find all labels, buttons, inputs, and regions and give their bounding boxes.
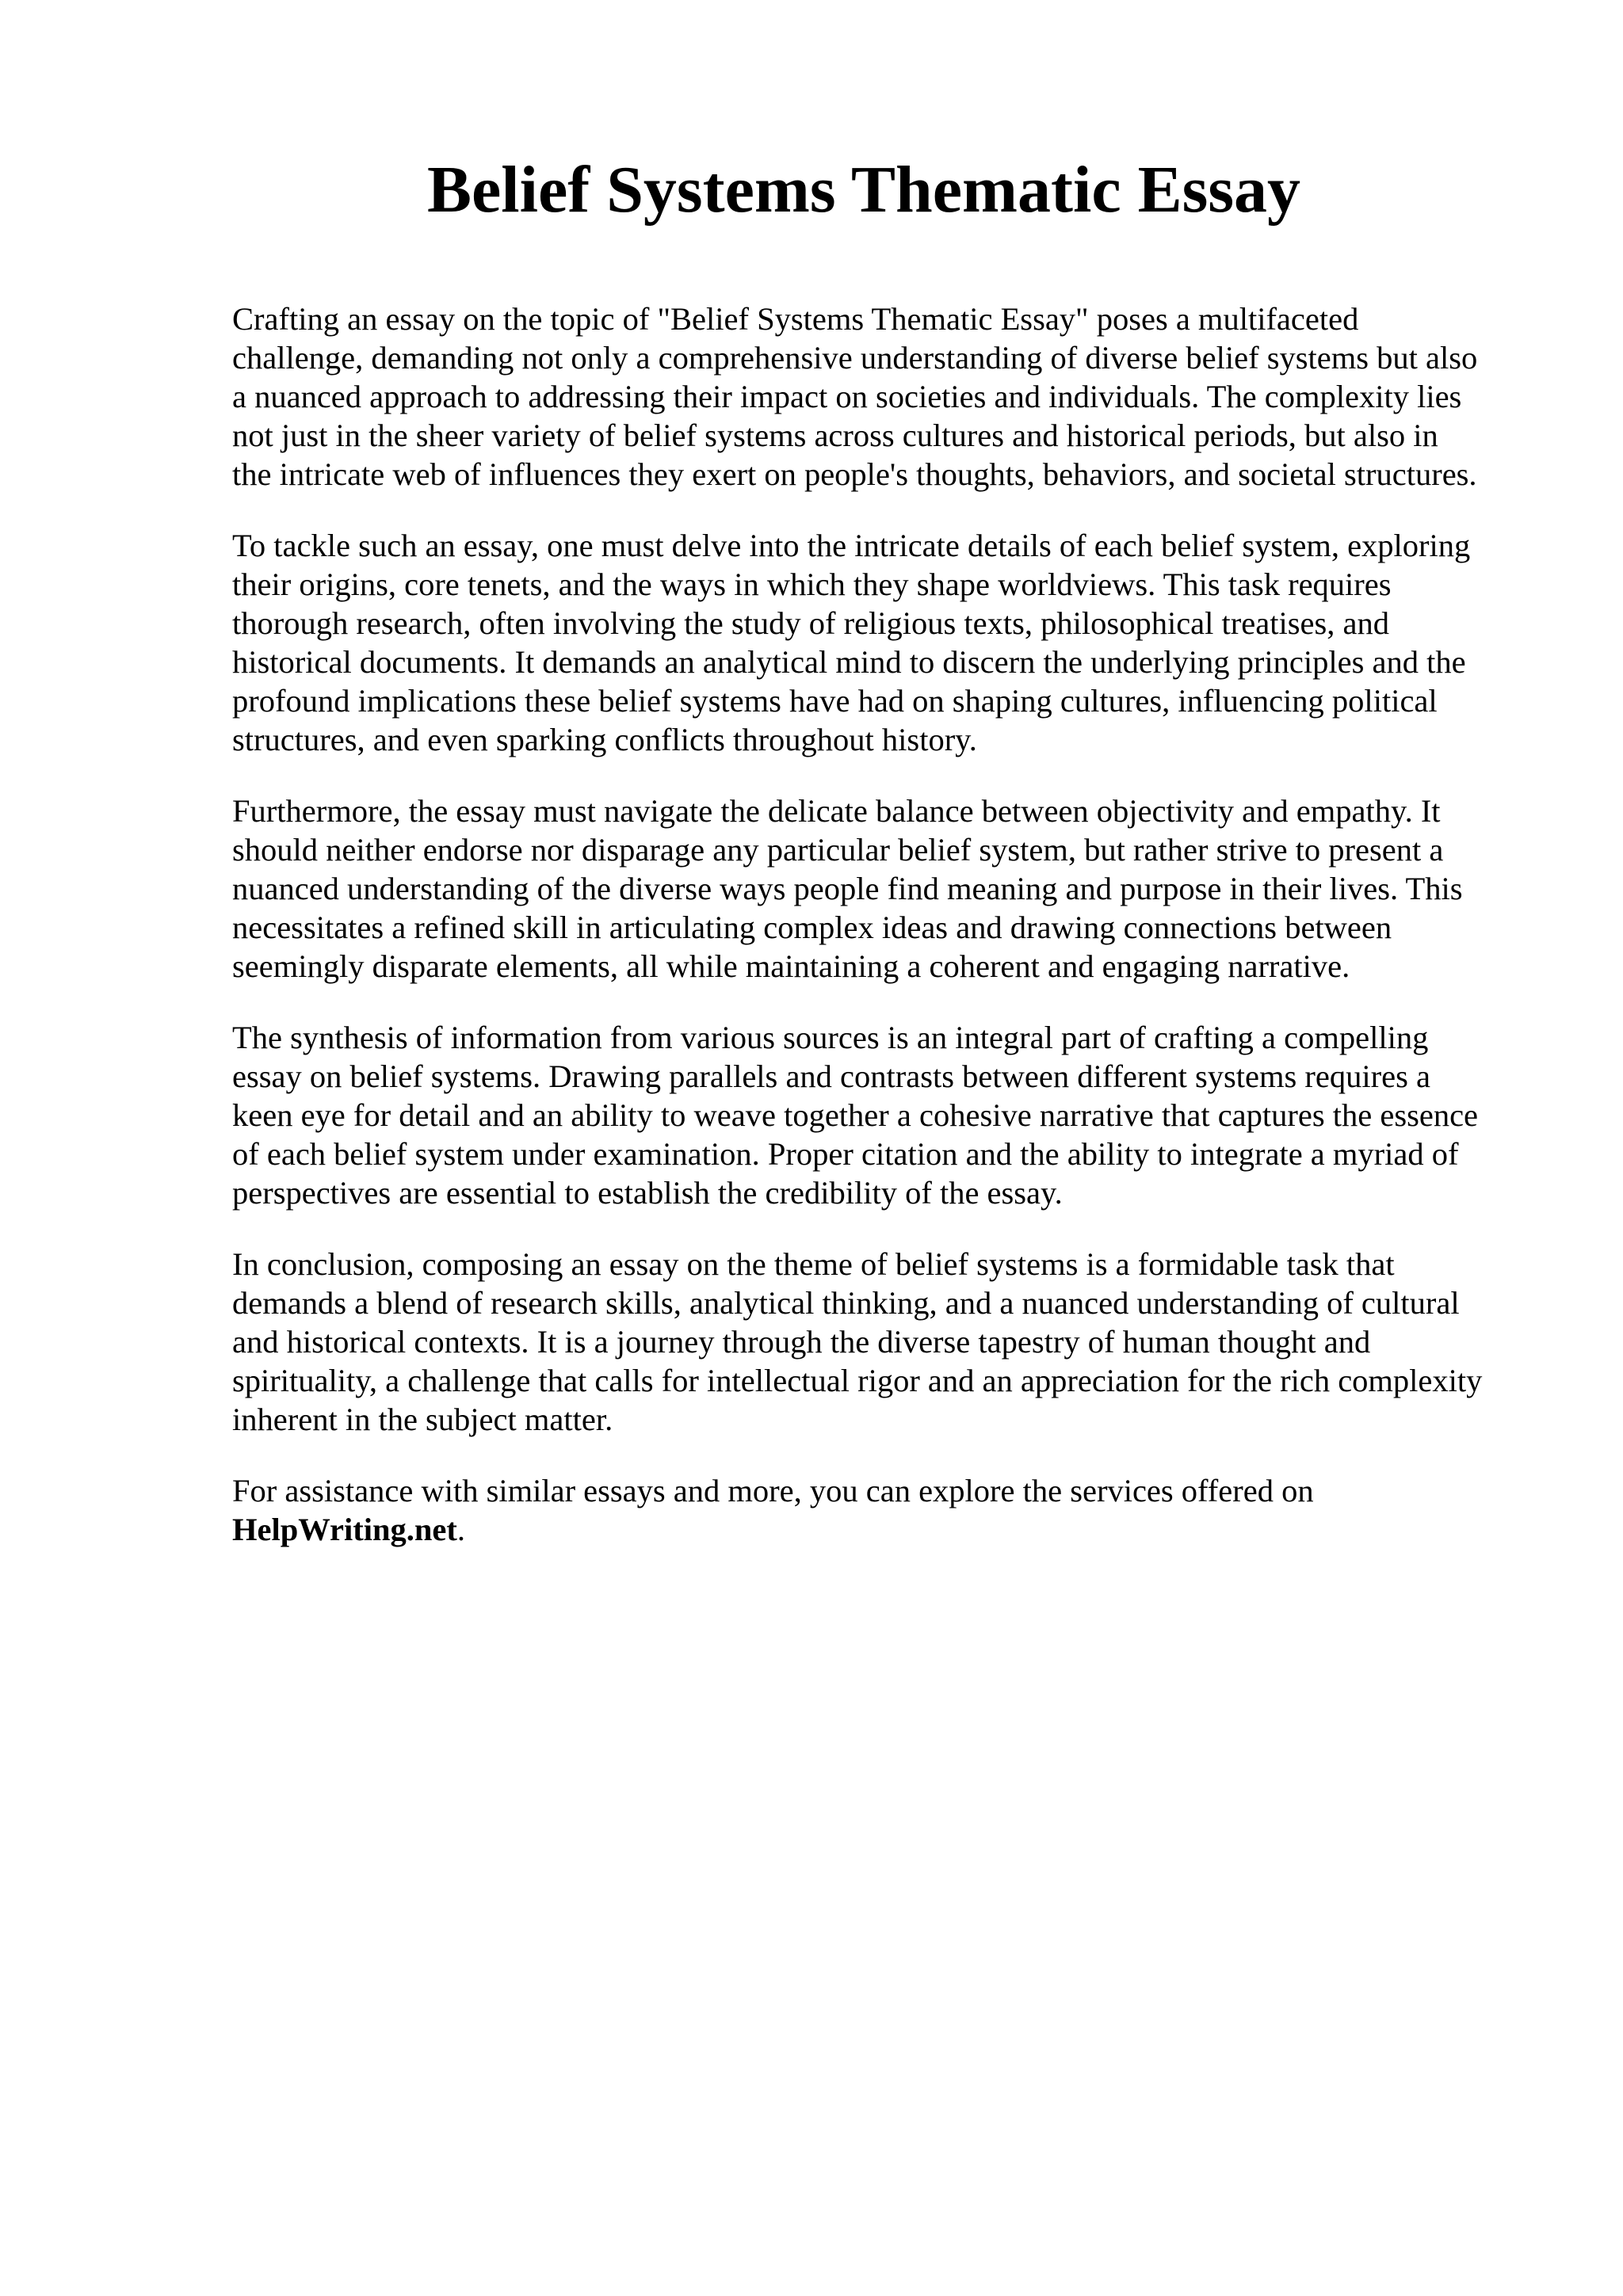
text-line: essay on belief systems. Drawing parallels and contrasts between different systems requires a bbox=[232, 1058, 1430, 1094]
text-line: a nuanced approach to addressing their impact on societies and individuals. The complexity lies bbox=[232, 379, 1462, 414]
text-line: perspectives are essential to establish the credibility of the essay. bbox=[232, 1175, 1063, 1211]
text-line: The synthesis of information from various sources is an integral part of crafting a compelling bbox=[232, 1020, 1429, 1055]
text-line: seemingly disparate elements, all while maintaining a coherent and engaging narrative. bbox=[232, 948, 1350, 984]
essay-body bbox=[232, 299, 1532, 1581]
text-line: the intricate web of influences they exert on people's thoughts, behaviors, and societal structures. bbox=[232, 456, 1477, 492]
text-line: keen eye for detail and an ability to weave together a cohesive narrative that captures the essence bbox=[232, 1097, 1479, 1133]
text-line: should neither endorse nor disparage any particular belief system, but rather strive to present a bbox=[232, 832, 1444, 868]
text-line: In conclusion, composing an essay on the theme of belief systems is a formidable task that bbox=[232, 1246, 1395, 1282]
text-line: and historical contexts. It is a journey through the diverse tapestry of human thought and bbox=[232, 1324, 1371, 1360]
text-line: thorough research, often involving the study of religious texts, philosophical treatises, and bbox=[232, 605, 1389, 641]
text-line: challenge, demanding not only a comprehensive understanding of diverse belief systems but also bbox=[232, 340, 1478, 376]
text-line: Crafting an essay on the topic of "Belief Systems Thematic Essay" poses a multifaceted bbox=[232, 301, 1359, 337]
paragraph-3 bbox=[232, 791, 1532, 986]
paragraph-1 bbox=[232, 299, 1532, 494]
text-line: demands a blend of research skills, analytical thinking, and a nuanced understanding of cultural bbox=[232, 1285, 1460, 1321]
text-line: Furthermore, the essay must navigate the delicate balance between objectivity and empathy. It bbox=[232, 793, 1441, 829]
text-line: necessitates a refined skill in articulating complex ideas and drawing connections between bbox=[232, 910, 1392, 945]
text-line: profound implications these belief systems have had on shaping cultures, influencing political bbox=[232, 683, 1438, 719]
text-line: inherent in the subject matter. bbox=[232, 1402, 613, 1437]
text-line: For assistance with similar essays and more, you can explore the services offered on bbox=[232, 1473, 1314, 1508]
text-line: nuanced understanding of the diverse ways people find meaning and purpose in their lives. This bbox=[232, 871, 1463, 906]
paragraph-2 bbox=[232, 526, 1532, 759]
text-line: not just in the sheer variety of belief systems across cultures and historical periods, but also in bbox=[232, 418, 1438, 453]
document-title: Belief Systems Thematic Essay bbox=[426, 153, 1301, 227]
closing-punctuation: . bbox=[456, 1512, 466, 1547]
text-line: of each belief system under examination. Proper citation and the ability to integrate a myriad of bbox=[232, 1136, 1459, 1172]
text-line: their origins, core tenets, and the ways in which they shape worldviews. This task requires bbox=[232, 566, 1392, 602]
text-line: spirituality, a challenge that calls for intellectual rigor and an appreciation for the rich complexity bbox=[232, 1363, 1483, 1398]
paragraph-4 bbox=[232, 1018, 1532, 1212]
closing-brand-line bbox=[232, 1510, 1532, 1549]
text-line: historical documents. It demands an analytical mind to discern the underlying principles and the bbox=[232, 644, 1466, 680]
paragraph-5 bbox=[232, 1245, 1532, 1439]
closing-paragraph bbox=[232, 1471, 1532, 1549]
text-line: To tackle such an essay, one must delve into the intricate details of each belief system, exploring bbox=[232, 528, 1471, 563]
brand-name: HelpWriting.net bbox=[232, 1512, 457, 1547]
text-line: structures, and even sparking conflicts throughout history. bbox=[232, 722, 977, 757]
